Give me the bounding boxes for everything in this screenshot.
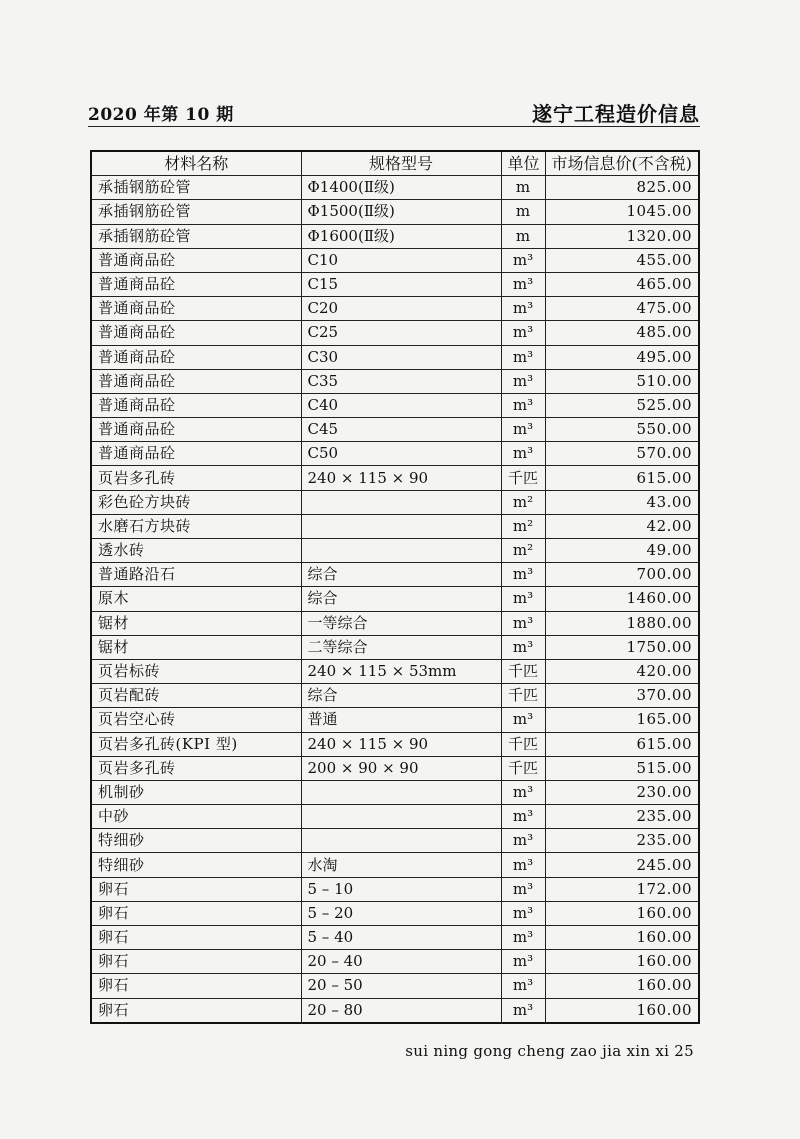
unit-cell: 千匹 — [501, 684, 545, 708]
table-body — [91, 176, 699, 1023]
material-name-cell: 页岩标砖 — [91, 659, 301, 683]
table-row — [91, 998, 699, 1023]
material-name-cell: 特细砂 — [91, 829, 301, 853]
material-name-cell: 卵石 — [91, 926, 301, 950]
unit-cell: m³ — [501, 635, 545, 659]
price-table — [90, 150, 700, 1024]
table-row — [91, 297, 699, 321]
material-name-cell: 原木 — [91, 587, 301, 611]
unit-cell: m³ — [501, 297, 545, 321]
material-name-cell: 页岩配砖 — [91, 684, 301, 708]
unit-cell: m³ — [501, 901, 545, 925]
spec-cell: 5 – 40 — [301, 926, 501, 950]
price-cell: 160.00 — [545, 901, 699, 925]
unit-cell: m³ — [501, 950, 545, 974]
spec-cell: 240 × 115 × 90 — [301, 466, 501, 490]
header-row — [91, 151, 699, 176]
material-name-cell: 中砂 — [91, 805, 301, 829]
unit-cell: m³ — [501, 442, 545, 466]
unit-cell: m³ — [501, 708, 545, 732]
table-row — [91, 272, 699, 296]
table-row — [91, 974, 699, 998]
spec-cell — [301, 780, 501, 804]
table-row — [91, 780, 699, 804]
spec-cell — [301, 490, 501, 514]
material-name-cell: 普通商品砼 — [91, 248, 301, 272]
material-name-cell: 页岩空心砖 — [91, 708, 301, 732]
unit-cell: m³ — [501, 780, 545, 804]
unit-cell: m³ — [501, 418, 545, 442]
price-cell: 420.00 — [545, 659, 699, 683]
spec-cell — [301, 539, 501, 563]
price-cell: 550.00 — [545, 418, 699, 442]
price-cell: 515.00 — [545, 756, 699, 780]
price-cell: 1320.00 — [545, 224, 699, 248]
unit-cell: m³ — [501, 998, 545, 1023]
spec-cell: 水淘 — [301, 853, 501, 877]
price-cell: 49.00 — [545, 539, 699, 563]
spec-cell: C45 — [301, 418, 501, 442]
material-name-cell: 普通商品砼 — [91, 442, 301, 466]
spec-cell: Φ1600(Ⅱ级) — [301, 224, 501, 248]
spec-cell: 综合 — [301, 684, 501, 708]
price-cell: 475.00 — [545, 297, 699, 321]
unit-cell: m³ — [501, 877, 545, 901]
price-cell: 485.00 — [545, 321, 699, 345]
spec-cell: 240 × 115 × 53mm — [301, 659, 501, 683]
spec-cell: C30 — [301, 345, 501, 369]
unit-cell: m³ — [501, 611, 545, 635]
table-row — [91, 901, 699, 925]
price-cell: 160.00 — [545, 998, 699, 1023]
material-name-cell: 特细砂 — [91, 853, 301, 877]
price-cell: 570.00 — [545, 442, 699, 466]
unit-cell: m — [501, 200, 545, 224]
unit-cell: m³ — [501, 805, 545, 829]
price-cell: 235.00 — [545, 829, 699, 853]
unit-cell: m³ — [501, 563, 545, 587]
material-name-cell: 卵石 — [91, 950, 301, 974]
table-row — [91, 635, 699, 659]
material-name-cell: 普通商品砼 — [91, 345, 301, 369]
price-cell: 455.00 — [545, 248, 699, 272]
material-name-cell: 普通商品砼 — [91, 418, 301, 442]
spec-cell — [301, 805, 501, 829]
table-row — [91, 345, 699, 369]
material-name-cell: 承插钢筋砼管 — [91, 176, 301, 200]
unit-cell: m — [501, 224, 545, 248]
material-name-cell: 卵石 — [91, 877, 301, 901]
price-cell: 1045.00 — [545, 200, 699, 224]
table-row — [91, 393, 699, 417]
price-cell: 43.00 — [545, 490, 699, 514]
header-divider — [88, 126, 700, 127]
spec-cell: C25 — [301, 321, 501, 345]
unit-cell: 千匹 — [501, 466, 545, 490]
table-row — [91, 321, 699, 345]
price-cell: 1460.00 — [545, 587, 699, 611]
table-row — [91, 659, 699, 683]
table-row — [91, 418, 699, 442]
price-cell: 615.00 — [545, 732, 699, 756]
publication-title: 遂宁工程造价信息 — [532, 102, 700, 126]
material-name-cell: 普通商品砼 — [91, 297, 301, 321]
spec-cell: 200 × 90 × 90 — [301, 756, 501, 780]
price-cell: 370.00 — [545, 684, 699, 708]
table-row — [91, 853, 699, 877]
spec-cell: C10 — [301, 248, 501, 272]
table-row — [91, 176, 699, 200]
table-row — [91, 829, 699, 853]
table-row — [91, 708, 699, 732]
material-name-cell: 卵石 — [91, 901, 301, 925]
spec-cell: 20 – 80 — [301, 998, 501, 1023]
unit-cell: m³ — [501, 248, 545, 272]
issue-label: 2020 年第 10 期 — [88, 105, 234, 125]
material-name-cell: 锯材 — [91, 611, 301, 635]
material-name-cell: 卵石 — [91, 974, 301, 998]
spec-cell: C50 — [301, 442, 501, 466]
price-cell: 495.00 — [545, 345, 699, 369]
material-name-cell: 普通商品砼 — [91, 393, 301, 417]
unit-cell: m³ — [501, 587, 545, 611]
unit-cell: m² — [501, 539, 545, 563]
column-header-specification: 规格型号 — [301, 151, 501, 176]
price-cell: 160.00 — [545, 974, 699, 998]
unit-cell: m³ — [501, 272, 545, 296]
table-row — [91, 200, 699, 224]
unit-cell: m² — [501, 490, 545, 514]
table-row — [91, 684, 699, 708]
material-name-cell: 普通商品砼 — [91, 369, 301, 393]
material-name-cell: 卵石 — [91, 998, 301, 1023]
spec-cell: 5 – 10 — [301, 877, 501, 901]
table-row — [91, 539, 699, 563]
unit-cell: 千匹 — [501, 756, 545, 780]
material-name-cell: 彩色砼方块砖 — [91, 490, 301, 514]
unit-cell: m³ — [501, 345, 545, 369]
spec-cell: 240 × 115 × 90 — [301, 732, 501, 756]
table-row — [91, 442, 699, 466]
material-name-cell: 普通路沿石 — [91, 563, 301, 587]
table-row — [91, 490, 699, 514]
table-row — [91, 369, 699, 393]
spec-cell: 二等综合 — [301, 635, 501, 659]
material-name-cell: 锯材 — [91, 635, 301, 659]
price-cell: 42.00 — [545, 514, 699, 538]
table-row — [91, 877, 699, 901]
unit-cell: m — [501, 176, 545, 200]
spec-cell: 普通 — [301, 708, 501, 732]
table-row — [91, 805, 699, 829]
spec-cell: 5 – 20 — [301, 901, 501, 925]
price-cell: 160.00 — [545, 926, 699, 950]
spec-cell: C40 — [301, 393, 501, 417]
spec-cell: 综合 — [301, 563, 501, 587]
material-name-cell: 页岩多孔砖 — [91, 466, 301, 490]
spec-cell: 20 – 50 — [301, 974, 501, 998]
material-name-cell: 页岩多孔砖 — [91, 756, 301, 780]
table-row — [91, 466, 699, 490]
table-row — [91, 587, 699, 611]
unit-cell: m³ — [501, 369, 545, 393]
table-row — [91, 926, 699, 950]
material-name-cell: 页岩多孔砖(KPI 型) — [91, 732, 301, 756]
unit-cell: m³ — [501, 393, 545, 417]
price-cell: 700.00 — [545, 563, 699, 587]
table-header — [91, 151, 699, 176]
unit-cell: m³ — [501, 321, 545, 345]
spec-cell: 20 – 40 — [301, 950, 501, 974]
price-cell: 245.00 — [545, 853, 699, 877]
unit-cell: m³ — [501, 829, 545, 853]
price-cell: 825.00 — [545, 176, 699, 200]
price-cell: 235.00 — [545, 805, 699, 829]
material-name-cell: 承插钢筋砼管 — [91, 200, 301, 224]
spec-cell: 综合 — [301, 587, 501, 611]
price-cell: 172.00 — [545, 877, 699, 901]
table-row — [91, 756, 699, 780]
material-name-cell: 承插钢筋砼管 — [91, 224, 301, 248]
price-cell: 165.00 — [545, 708, 699, 732]
table-row — [91, 563, 699, 587]
spec-cell: Φ1500(Ⅱ级) — [301, 200, 501, 224]
material-name-cell: 透水砖 — [91, 539, 301, 563]
table-row — [91, 248, 699, 272]
table-row — [91, 732, 699, 756]
unit-cell: 千匹 — [501, 659, 545, 683]
spec-cell: 一等综合 — [301, 611, 501, 635]
spec-cell: C15 — [301, 272, 501, 296]
price-cell: 525.00 — [545, 393, 699, 417]
table-row — [91, 950, 699, 974]
unit-cell: m² — [501, 514, 545, 538]
material-name-cell: 普通商品砼 — [91, 272, 301, 296]
table-row — [91, 514, 699, 538]
price-cell: 1750.00 — [545, 635, 699, 659]
price-cell: 465.00 — [545, 272, 699, 296]
unit-cell: m³ — [501, 974, 545, 998]
unit-cell: m³ — [501, 853, 545, 877]
column-header-market-price: 市场信息价(不含税) — [545, 151, 699, 176]
material-name-cell: 普通商品砼 — [91, 321, 301, 345]
spec-cell — [301, 514, 501, 538]
spec-cell: C20 — [301, 297, 501, 321]
unit-cell: m³ — [501, 926, 545, 950]
table-row — [91, 611, 699, 635]
price-cell: 1880.00 — [545, 611, 699, 635]
unit-cell: 千匹 — [501, 732, 545, 756]
spec-cell — [301, 829, 501, 853]
price-cell: 615.00 — [545, 466, 699, 490]
price-cell: 510.00 — [545, 369, 699, 393]
price-cell: 160.00 — [545, 950, 699, 974]
column-header-unit: 单位 — [501, 151, 545, 176]
column-header-material-name: 材料名称 — [91, 151, 301, 176]
spec-cell: C35 — [301, 369, 501, 393]
spec-cell: Φ1400(Ⅱ级) — [301, 176, 501, 200]
table-row — [91, 224, 699, 248]
material-name-cell: 水磨石方块砖 — [91, 514, 301, 538]
material-name-cell: 机制砂 — [91, 780, 301, 804]
price-cell: 230.00 — [545, 780, 699, 804]
page-footer: sui ning gong cheng zao jia xin xi 25 — [405, 1042, 694, 1060]
